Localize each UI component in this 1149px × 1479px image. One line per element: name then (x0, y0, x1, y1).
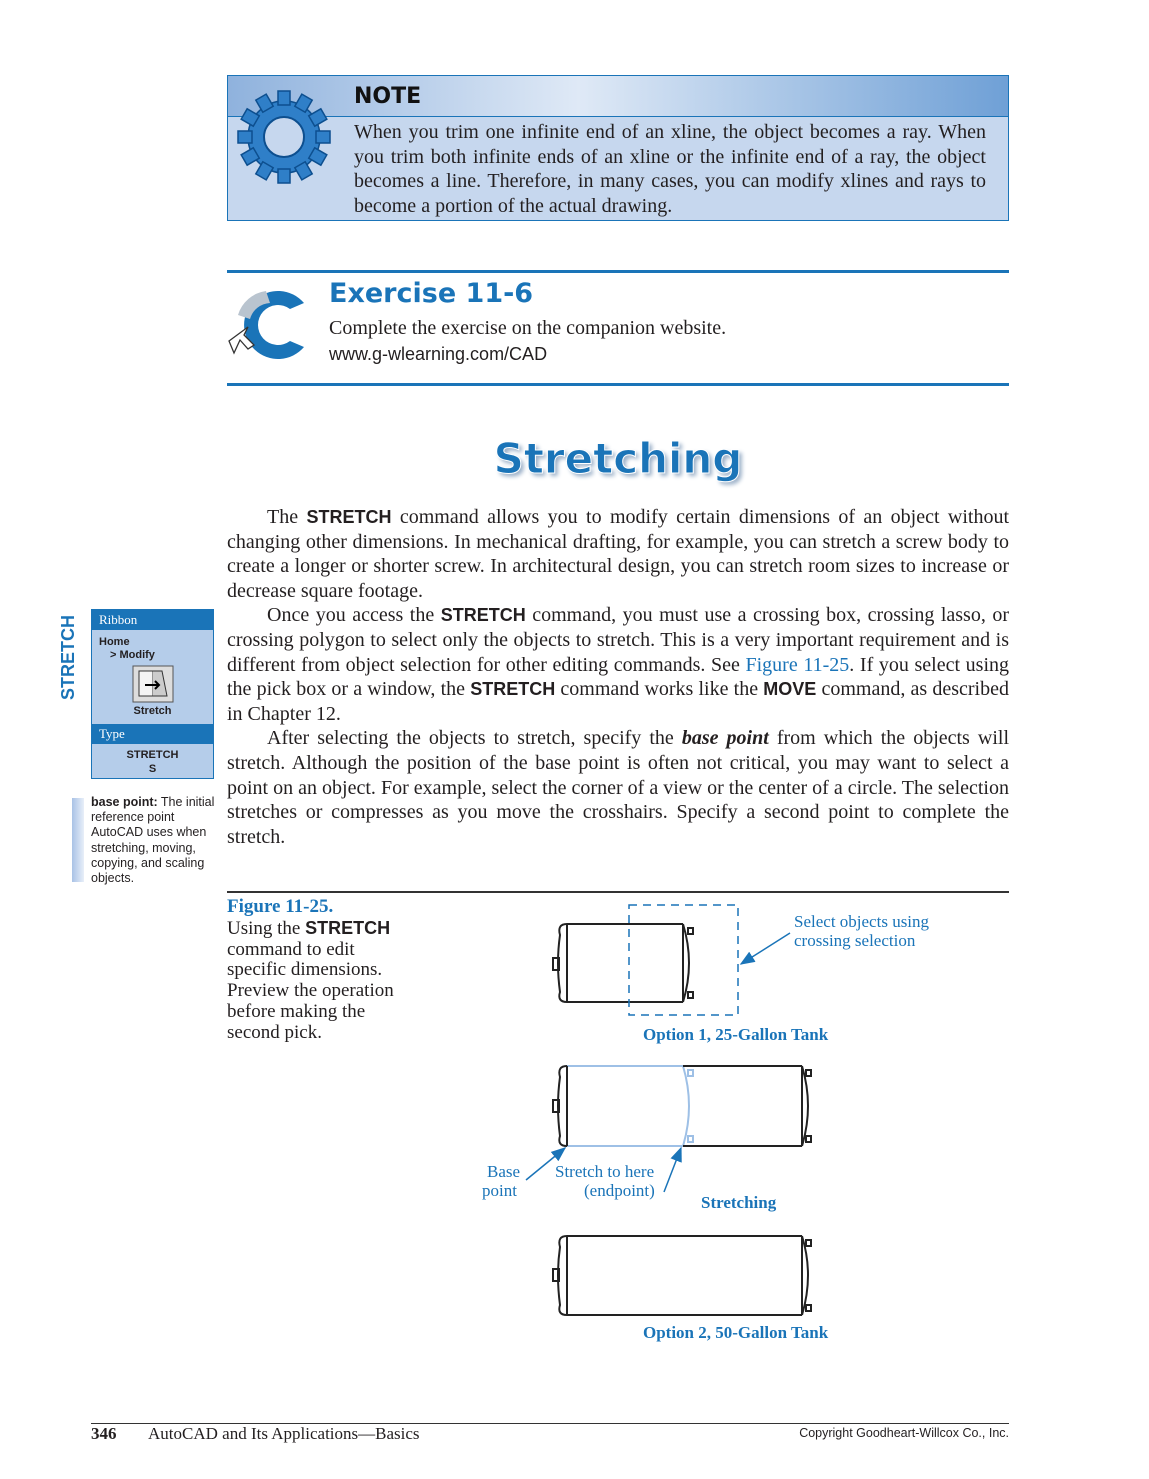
copyright: Copyright Goodheart-Willcox Co., Inc. (799, 1426, 1009, 1440)
text: . If you select using the pick box or a window, the (227, 653, 1009, 701)
note-title: NOTE (354, 84, 422, 109)
page-number: 346 (91, 1424, 117, 1443)
callout-arrow (741, 933, 790, 964)
type-command: STRETCH (126, 749, 179, 761)
stretching-label: Stretching (701, 1193, 777, 1212)
key-term: base point (681, 727, 769, 750)
callout-line-2: crossing selection (794, 931, 916, 950)
stretch-tool-label: Stretch (133, 705, 172, 717)
figure-number: Figure 11-25. (227, 896, 334, 917)
type-label: Type (92, 724, 213, 744)
base-label-1: Base (487, 1162, 521, 1181)
exercise-title: Exercise 11-6 (329, 278, 534, 309)
text: command works like the (555, 678, 764, 701)
margin-term: base point: (91, 795, 158, 809)
sidebar-vertical-label: STRETCH (58, 615, 78, 700)
modify-panel: > Modify (110, 649, 155, 661)
option-1-label: Option 1, 25-Gallon Tank (643, 1025, 829, 1044)
note-text: When you trim one infinite end of an xline, the object becomes a ray. When you trim both infinite ends of an xline or the infinite end of a ray, the object becomes a line. Therefore, in many cases, you can modify xlines and rays to become a portion of the actual drawing. (354, 121, 986, 217)
stretch-label-1: Stretch to here (555, 1162, 655, 1181)
text: Once you access the (267, 604, 441, 627)
command-name: MOVE (763, 679, 817, 700)
text: command allows you to modify certain dimensions of an object without changing other dimensions. In mechanical drafting, for example, you can stretch a screw body to create a longer or shorter screw. In architectural design, you can stretch room sizes to increase or decrease square footage. (227, 506, 1009, 602)
home-tab: Home (99, 636, 130, 648)
exercise-url[interactable]: www.g-wlearning.com/CAD (329, 344, 548, 364)
book-title: AutoCAD and Its Applications—Basics (148, 1424, 420, 1443)
text: command to edit specific dimensions. Preview the operation before making the second pick. (227, 938, 394, 1043)
ribbon-label: Ribbon (92, 610, 213, 630)
command-name: STRETCH (470, 679, 556, 700)
text: command, as described in Chapter 12. (227, 678, 1009, 725)
command-name: STRETCH (306, 507, 392, 527)
tank-stretching (553, 1066, 811, 1146)
stretch-label-2: (endpoint) (584, 1181, 655, 1200)
tank-25-gallon (553, 924, 693, 1002)
tank-50-gallon (553, 1236, 811, 1315)
command-name: STRETCH (440, 605, 526, 626)
text: The (267, 506, 307, 528)
text: command, you must use a crossing box, crossing lasso, or crossing polygon to select only the objects to stretch. This is a very important requirement and is different from object selection for other editing commands. See (227, 604, 1009, 676)
option-2-label: Option 2, 50-Gallon Tank (643, 1323, 829, 1342)
stretch-preview (567, 1066, 693, 1146)
type-alias: S (148, 763, 157, 775)
figure-link[interactable]: Figure 11-25 (745, 653, 850, 676)
exercise-text: Complete the exercise on the companion website. (329, 317, 727, 339)
endpoint-arrow (664, 1148, 681, 1192)
text: After selecting the objects to stretch, specify the (267, 727, 682, 750)
command-name: STRETCH (305, 917, 391, 938)
callout-line-1: Select objects using (794, 912, 930, 931)
text: from which the objects will stretch. Although the position of the base point is often not critical, you may want to select a point on an object. For example, select the corner of a view or the center of a circle. The selection stretches or compresses as you move the crosshairs. Specify a second point to complete the stretch. (227, 727, 1010, 848)
margin-definition: The initial reference point AutoCAD uses when stretching, moving, copying, and scaling objects. (91, 795, 215, 886)
section-heading: Stretching (493, 434, 743, 483)
text: Using the (227, 917, 306, 939)
base-label-2: point (482, 1181, 517, 1200)
